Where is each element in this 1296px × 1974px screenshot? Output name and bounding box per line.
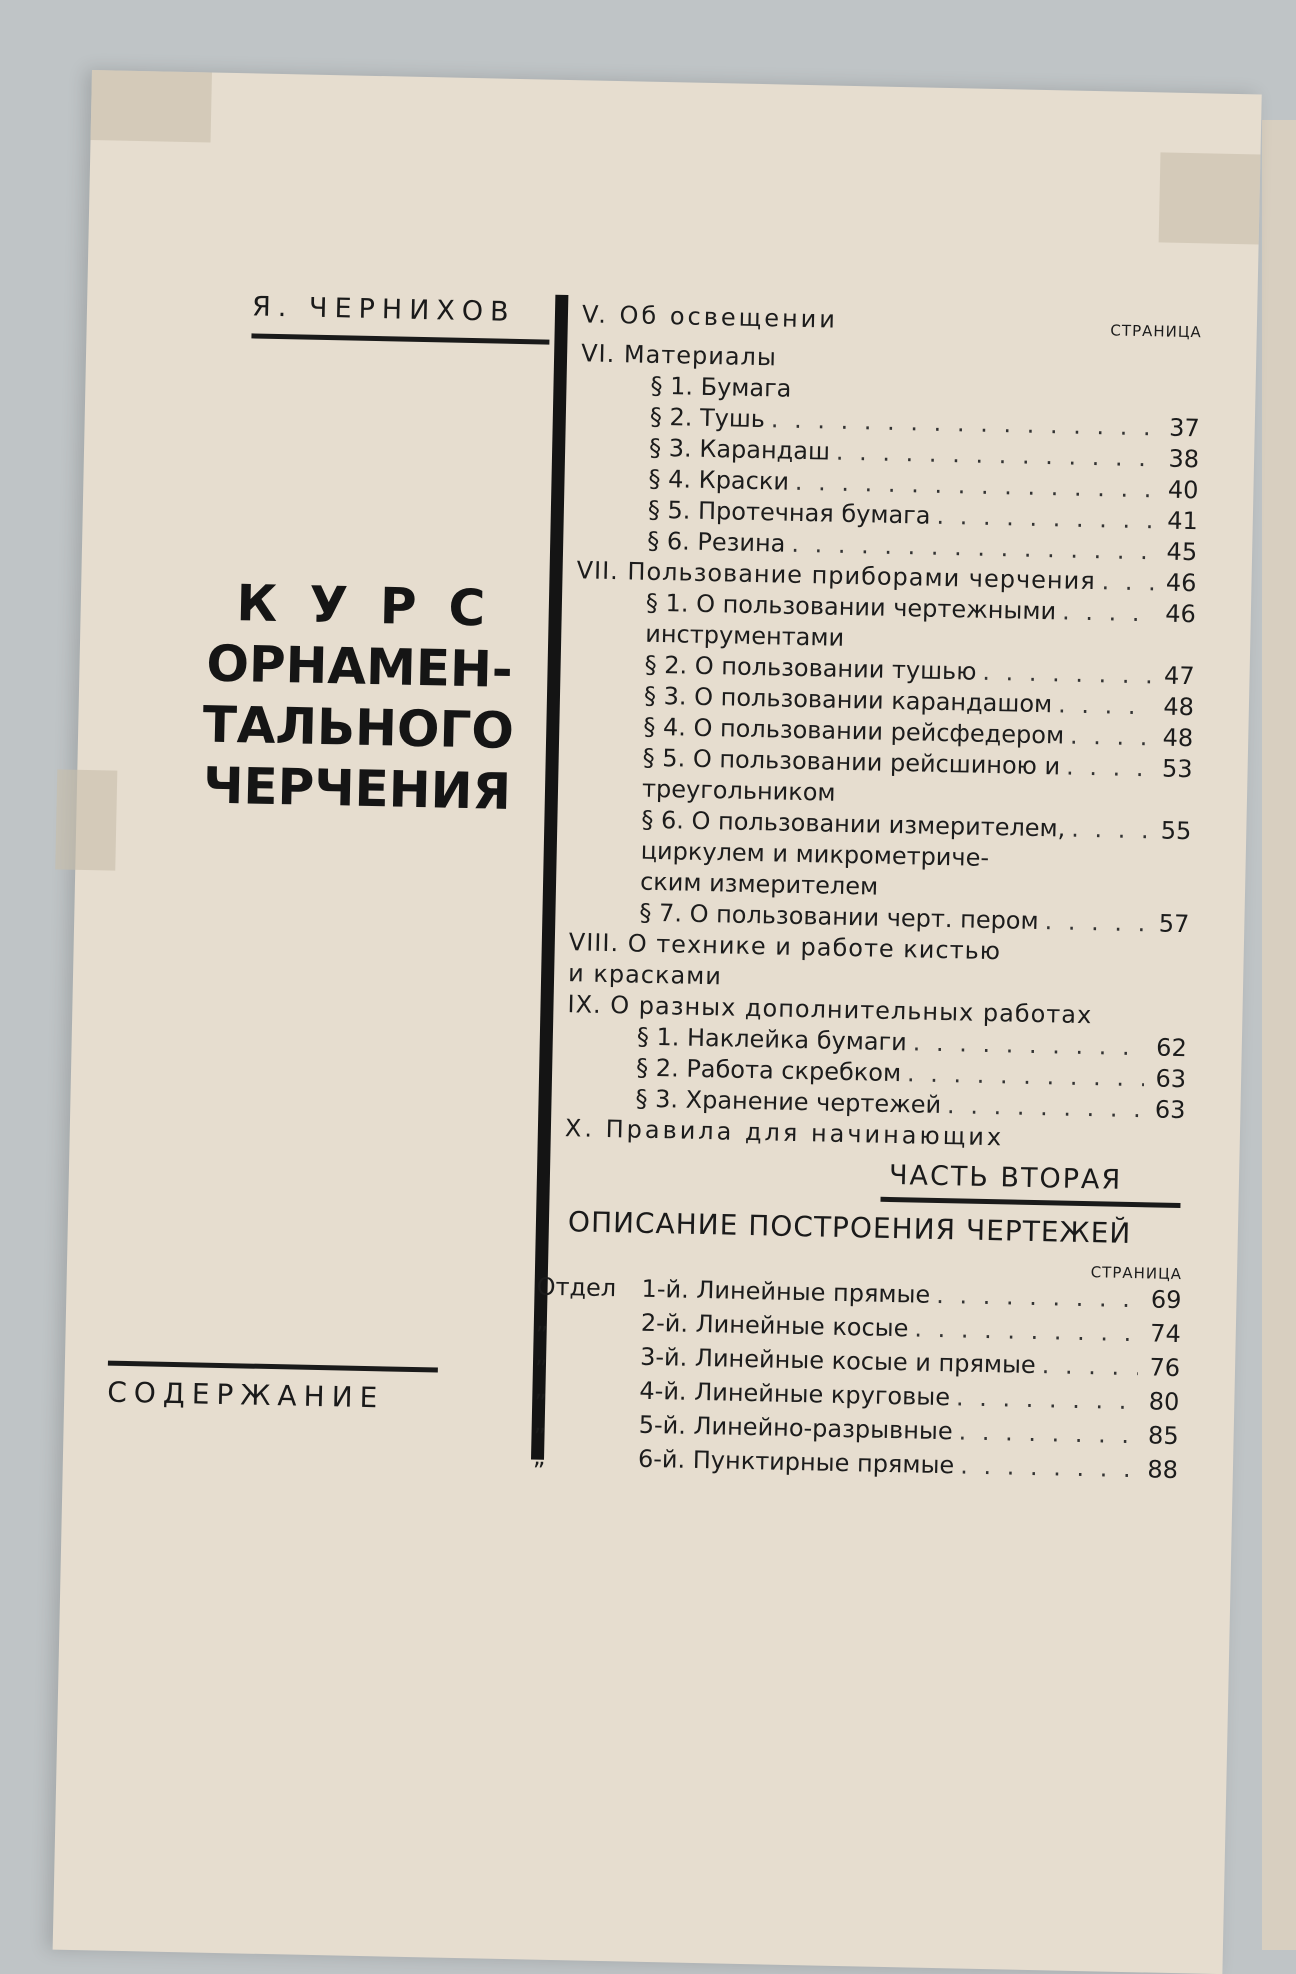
toc-row-page: 57 — [1158, 909, 1190, 939]
toc-row-text: § 4. О пользовании рейсфедером — [643, 712, 1065, 750]
toc-row-text: § 2. Работа скребком — [635, 1053, 902, 1088]
toc-row-page: 45 — [1166, 537, 1198, 567]
toc-row — [570, 803, 1192, 909]
toc-row-leader — [941, 1090, 1144, 1125]
toc-row-text: § 4. Краски — [648, 464, 790, 496]
toc-row-page: 55 — [1160, 816, 1192, 846]
toc-row-text: VIII. О технике и работе кистью и красками — [567, 928, 1002, 991]
toc-page-label: СТРАНИЦА — [1110, 321, 1202, 342]
contents-overline — [108, 1361, 438, 1373]
tape-corner-top-right — [1159, 152, 1261, 244]
toc-row-page: 37 — [1168, 413, 1201, 443]
toc-row-page — [1159, 373, 1201, 374]
author-name: Я. ЧЕРНИХОВ — [251, 291, 516, 328]
dept-row-prefix: „ — [535, 1306, 549, 1335]
toc-row-text: § 1. О пользовании чертежными инструментами — [645, 588, 1057, 652]
dept-row-leader — [1035, 1348, 1138, 1384]
toc-row-page: 63 — [1155, 1064, 1187, 1094]
toc-row-page: 46 — [1165, 568, 1197, 598]
part-two-heading: ЧАСТЬ ВТОРАЯ — [888, 1159, 1123, 1196]
dept-row-text: 3-й. Линейные косые и прямые — [639, 1342, 1037, 1380]
toc-row-page: 46 — [1165, 599, 1197, 629]
dept-row-prefix: „ — [534, 1374, 548, 1403]
toc-row-leader — [1060, 751, 1151, 784]
toc-row-text: X. Правила для начинающих — [564, 1114, 1005, 1152]
toc-row-page: 40 — [1167, 475, 1199, 505]
toc-row-text: § 3. Хранение чертежей — [635, 1084, 942, 1120]
toc-rows — [565, 338, 1202, 1157]
toc-row-leader — [1065, 814, 1150, 847]
toc-row-leader — [1056, 596, 1154, 629]
toc-row-page: 48 — [1163, 692, 1195, 722]
book-page — [53, 70, 1262, 1974]
dept-row-page: 85 — [1147, 1421, 1179, 1451]
title-line-3: ТАЛЬНОГО — [202, 695, 515, 760]
toc-row-text: § 1. Наклейка бумаги — [636, 1022, 908, 1057]
dept-row-prefix: „ — [533, 1408, 547, 1437]
toc-row-page — [1147, 962, 1189, 963]
toc-row-page — [1145, 1024, 1187, 1025]
toc-row-leader — [1052, 689, 1152, 722]
part-two-underline — [880, 1197, 1180, 1208]
toc-row-leader — [1038, 906, 1147, 939]
dept-page-label: СТРАНИЦА — [1090, 1263, 1183, 1284]
contents-label: СОДЕРЖАНИЕ — [106, 1375, 385, 1415]
toc-row-page: 62 — [1155, 1033, 1188, 1063]
title-line-1: КУРС — [235, 574, 518, 639]
toc-row-leader — [976, 657, 1153, 692]
toc-row-page: 48 — [1162, 723, 1194, 753]
dept-row-text: 5-й. Линейно-разрывные — [638, 1410, 953, 1446]
toc-first-section: V. Об освещении — [581, 300, 839, 334]
toc-row-leader — [1095, 566, 1154, 598]
toc-row-text: § 3. Карандаш — [648, 433, 831, 466]
dept-row-prefix: „ — [534, 1340, 548, 1369]
dept-row-text: 1-й. Линейные прямые — [641, 1274, 931, 1309]
toc-row-page: 41 — [1166, 506, 1199, 536]
dept-row-leader — [950, 1380, 1138, 1418]
toc-row-leader — [1064, 721, 1152, 754]
dept-row-page: 80 — [1148, 1387, 1180, 1417]
toc-row-text: § 5. Протечная бумага — [647, 495, 931, 530]
dept-row-leader — [952, 1414, 1137, 1452]
toc-header — [582, 300, 1202, 341]
dept-row-page: 76 — [1149, 1353, 1181, 1383]
toc-row-page: 38 — [1168, 444, 1200, 474]
toc-row-text: § 5. О пользовании рейсшиною и треугольником — [641, 743, 1061, 807]
toc-row-leader — [901, 1058, 1145, 1094]
toc-row-leader — [930, 501, 1156, 537]
toc-row-leader — [906, 1027, 1145, 1063]
dept-rows — [533, 1270, 1182, 1487]
toc-row-text: IX. О разных дополнительных работах — [567, 990, 1093, 1030]
toc-row-page — [1143, 1148, 1185, 1149]
left-column — [53, 70, 562, 1959]
dept-row-leader — [908, 1311, 1139, 1350]
toc-row-text: § 1. Бумага — [650, 371, 792, 403]
toc-row-text: VII. Пользование приборами черчения — [576, 556, 1096, 596]
title-line-4: ЧЕРЧЕНИЯ — [202, 756, 512, 821]
toc-row-text: § 2. О пользовании тушью — [644, 650, 977, 686]
dept-row-text: 4-й. Линейные круговые — [639, 1376, 951, 1412]
dept-row-prefix: „ — [532, 1442, 546, 1471]
toc-row-text: VI. Материалы — [580, 339, 778, 372]
dept-row-page: 88 — [1147, 1455, 1179, 1485]
adjacent-page-edge — [1262, 120, 1296, 1950]
dept-row-leader — [930, 1278, 1140, 1316]
department-list — [532, 1252, 1183, 1485]
dept-row-text: 6-й. Пунктирные прямые — [637, 1444, 955, 1480]
toc-row-page — [1158, 404, 1200, 405]
dept-row-page: 74 — [1149, 1319, 1182, 1349]
toc-row-text: § 6. Резина — [646, 526, 786, 558]
part-two-title: ОПИСАНИЕ ПОСТРОЕНИЯ ЧЕРТЕЖЕЙ — [567, 1205, 1132, 1251]
toc-row-page: 53 — [1161, 754, 1193, 784]
toc-row-text: § 7. О пользовании черт. пером — [639, 898, 1039, 936]
toc-row-text: § 6. О пользовании измерителем, циркулем и микрометриче- ским измерителем — [639, 805, 1066, 901]
toc-row-text: § 3. О пользовании карандашом — [643, 681, 1053, 719]
table-of-contents — [564, 300, 1202, 1152]
dept-row-text: 2-й. Линейные косые — [640, 1308, 909, 1343]
title-line-2: ОРНАМЕН- — [205, 634, 514, 699]
author-underline — [251, 333, 549, 344]
dept-row-page: 69 — [1150, 1285, 1182, 1315]
dept-row-leader — [954, 1448, 1136, 1486]
dept-row-prefix: Отдел — [536, 1272, 617, 1303]
toc-row-page: 63 — [1154, 1095, 1186, 1125]
toc-row-text: § 2. Тушь — [649, 402, 766, 434]
book-title — [176, 572, 541, 823]
toc-row-page: 47 — [1163, 661, 1195, 691]
